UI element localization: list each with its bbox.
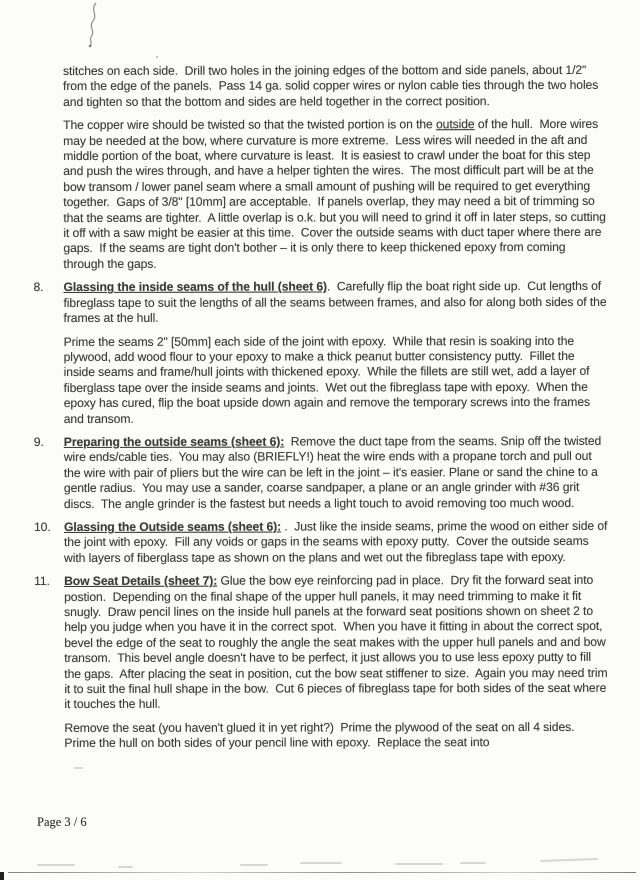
scan-streak <box>240 864 268 866</box>
underlined-word: outside <box>435 117 475 132</box>
item-heading: Glassing the inside seams of the hull (sheet 6) <box>63 279 327 295</box>
scan-streak <box>300 862 342 864</box>
item-heading: Bow Seat Details (sheet 7): <box>64 573 218 589</box>
paragraph-text: Remove the duct tape from the seams. Snip off the twisted wire ends/cable ties. You may also (BRIEFLY!) heat the wire ends with a propane torch and pull out the wire with pair of pliers but the wire can be left in the joint – it's easier. Plane or sand the chine to a gentle radius. You may use a sander, coarse sandpaper, a plane or an angle grinder with #36 grit discs. The angle grinder is the fastest but needs a light touch to avoid removing too much wood. <box>63 433 605 511</box>
paragraph: Prime the seams 2" [50mm] each side of the joint with epoxy. While that resin is soaking into the plywood, add wood flour to your epoxy to make a thick peanut butter consistency putty. Fillet the inside seams and frame/hull joints with thickened epoxy. While the fillets are still wet, add a layer of fiberglass tape over the inside seams and joints. Wet out the fibreglass tape with epoxy. When the epoxy has cured, flip the boat upside down again and remove the temporary screws into the frames and transom. <box>63 333 594 426</box>
page-number: Page 3 / 6 <box>37 815 87 829</box>
scan-streak <box>460 862 486 864</box>
item-number: 10. <box>33 519 51 535</box>
paragraph-text: The copper wire should be twisted so that the twisted portion is on the <box>63 117 437 133</box>
item-body <box>64 434 609 512</box>
scan-streak <box>118 866 133 868</box>
scan-streak <box>395 863 443 865</box>
item-body <box>64 573 609 713</box>
paragraph-text: . Carefully flip the boat right side up. Cut lengths of fibreglass tape to suit the lengths of all the seams between frames, and also for along both sides of the frames at the hull. <box>63 279 610 326</box>
item-body <box>64 519 609 566</box>
paragraph-text: Glue the bow eye reinforcing pad in place. Dry fit the forward seat into postion. Depending on the final shape of the upper hull panels, it may need trimming to make it fit snugly. Draw pencil lines on the inside hull panels at the forward seat positions shown on sheet 2 to help you judge when you have it in the correct spot. When you have it fitting in about the correct spot, bevel the edge of the seat to roughly the angle the seat makes with the upper hull panels and and bow transom. This bevel angle doesn't have to be perfect, it just allows you to use less epoxy putty to fill the gaps. After placing the seat in position, cut the bow seat stiffener to size. Again you may need trim it to suit the final hull shape in the bow. Cut 6 pieces of fibreglass tape for both sides of the seat where it touches the hull. <box>64 573 611 712</box>
paragraph-text: . Just like the inside seams, prime the wood on either side of the joint with epoxy. Fill any voids or gaps in the seams with epoxy putty. Cover the outside seams with layers of fiberglass tape as shown on the plans and wet out the fibreglass tape with epoxy. <box>63 518 611 565</box>
numbered-item <box>33 279 610 427</box>
scan-streak <box>37 864 75 866</box>
item-heading: Preparing the outside seams (sheet 6): <box>63 434 285 449</box>
scan-edge-line <box>8 872 636 873</box>
paragraph <box>63 117 608 272</box>
item-body <box>63 279 608 326</box>
scan-streak <box>540 858 598 862</box>
document-body <box>33 62 611 760</box>
scan-corner-mark <box>0 872 4 880</box>
item-number: 11. <box>34 574 50 589</box>
numbered-item <box>34 573 611 752</box>
numbered-item <box>33 433 609 512</box>
scan-speck <box>156 56 158 58</box>
pen-squiggle-mark <box>80 1 108 49</box>
paragraph-text: of the hull. More wires may be needed at the bow, where curvature is more extreme. Less wires will needed in the aft and middle portion of the boat, where curvature is least. It is easiest to crawl under the boat for this step and push the wires through, and have a helper tighten the wires. The most difficult part will be at the bow transom / lower panel seam where a small amount of pushing will be required to get everything together. Gaps of 3/8" [10mm] are acceptable. If panels overlap, they may need a bit of trimming so that the seams are tighter. A little overlap is o.k. but you will need to grind it off in later steps, so cutting it off with a saw might be easier at this time. Cover the outside seams with duct taper where there are gaps. If the seams are tight don't bother – it is only there to keep thickened epoxy from coming through the gaps. <box>63 117 610 271</box>
item-heading: Glassing the Outside seams (sheet 6): <box>63 519 282 534</box>
item-number: 9. <box>33 434 44 449</box>
paragraph: Remove the seat (you haven't glued it in yet right?) Prime the plywood of the seat on all 4 sides. Prime the hull on both sides of your pencil line with epoxy. Replace the seat into <box>64 719 581 751</box>
item-number: 8. <box>33 280 44 295</box>
numbered-item <box>33 518 611 566</box>
scan-smudge <box>74 767 83 769</box>
paragraph: stitches on each side. Drill two holes in the joining edges of the bottom and side panels, about 1/2" from the edge of the panels. Pass 14 ga. solid copper wires or nylon cable ties through the two holes and tighten so that the bottom and sides are held together in the correct position. <box>63 62 602 109</box>
